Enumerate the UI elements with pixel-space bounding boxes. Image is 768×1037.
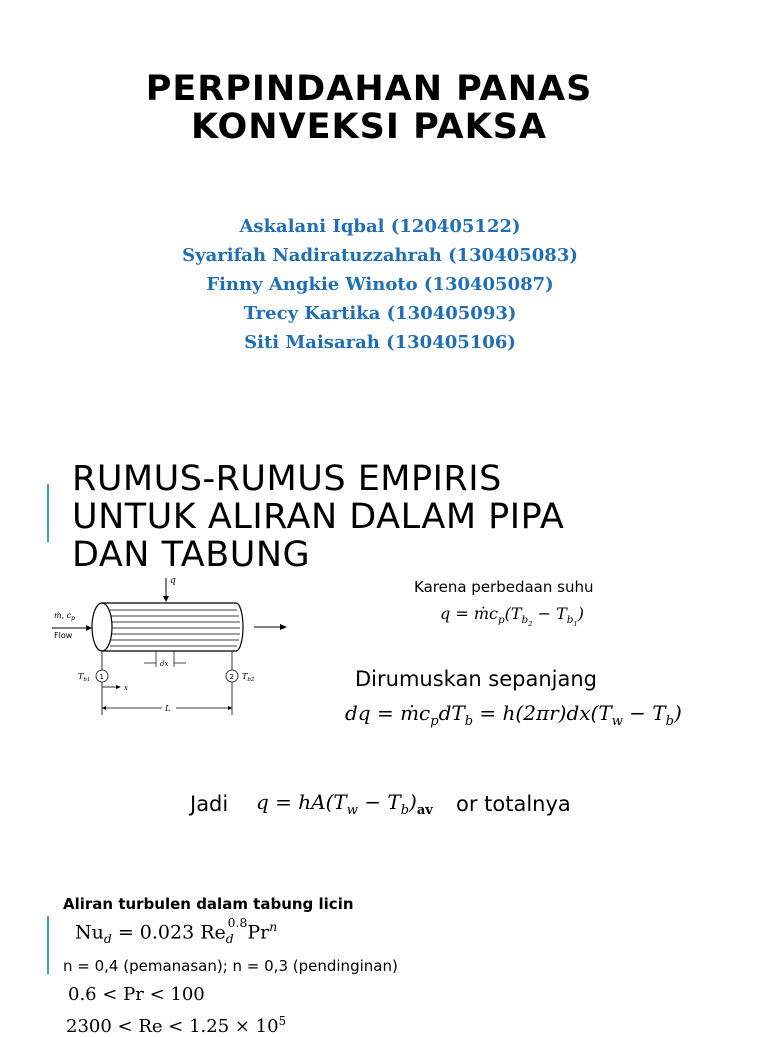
karena-clip — [300, 578, 768, 595]
q-label: q — [170, 576, 176, 586]
accent-bar-2 — [47, 916, 49, 974]
mass-flow-label: ṁ, $c_p$ — [54, 611, 75, 622]
turbulent-heading: Aliran turbulen dalam tabung licin — [63, 895, 354, 913]
tb2-label: $T_{b2}$ — [242, 672, 255, 683]
author-item: Syarifah Nadiratuzzahrah (130405083) — [182, 245, 578, 266]
title-line-1: PERPINDAHAN PANAS — [145, 69, 593, 109]
equation-dq: dq = $ṁc_pdT_b = h(2\pi r)dx(T_w - T_b)$ — [345, 701, 682, 729]
dirumuskan-text: Dirumuskan sepanjang — [355, 667, 598, 691]
length-label: L — [165, 704, 171, 713]
totalnya-text: or totalnya — [456, 792, 571, 816]
tb1-label: $T_{b1}$ — [78, 672, 91, 683]
equation-q-average: $q = hA(T_w - T_b)_{av}$ — [256, 790, 433, 818]
jadi-text: Jadi — [190, 792, 229, 816]
section-title-line-3: DAN TABUNG — [72, 535, 311, 575]
x-label: x — [124, 684, 128, 692]
outlet-arrow-head — [280, 624, 287, 630]
page-title — [0, 70, 738, 146]
section-title — [72, 460, 564, 574]
nusselt-equation: $Nu_d = 0.023$ $Re_d^{0.8}Pr^n$ — [75, 916, 278, 947]
author-item: Finny Angkie Winoto (130405087) — [206, 274, 554, 295]
section-title-line-2: UNTUK ALIRAN DALAM PIPA — [72, 497, 565, 537]
flow-label: Flow — [54, 631, 73, 640]
exponent-note: n = 0,4 (pemanasan); n = 0,3 (pendinginan) — [63, 957, 398, 975]
dx-label: dx — [160, 660, 169, 668]
reynolds-range: $2300 < Re < 1.25 \times 10^5$ — [66, 1014, 287, 1037]
pipe-diagram — [44, 570, 294, 720]
author-item: Trecy Kartika (130405093) — [243, 303, 517, 324]
equation-q-total: $q = ṁc_p(T_{b_2} - T_{b_1})$ — [440, 604, 584, 629]
svg-text:2: 2 — [229, 673, 234, 681]
heat-arrow-head — [163, 596, 169, 602]
reynolds-range-clip — [60, 1012, 360, 1037]
prandtl-range: 0.6 < Pr < 100 — [68, 984, 205, 1005]
svg-text:1: 1 — [99, 673, 104, 681]
inlet-arrow-head — [86, 625, 92, 631]
section-title-line-1: RUMUS-RUMUS EMPIRIS — [72, 459, 502, 499]
section-title-clip — [0, 459, 768, 575]
karena-text: Karena perbedaan suhu — [414, 578, 594, 596]
title-line-2: KONVEKSI PAKSA — [190, 107, 548, 147]
author-item: Siti Maisarah (130405106) — [244, 332, 516, 353]
author-list — [0, 212, 760, 357]
author-item: Askalani Iqbal (120405122) — [239, 216, 521, 237]
pipe-inlet — [92, 603, 112, 651]
